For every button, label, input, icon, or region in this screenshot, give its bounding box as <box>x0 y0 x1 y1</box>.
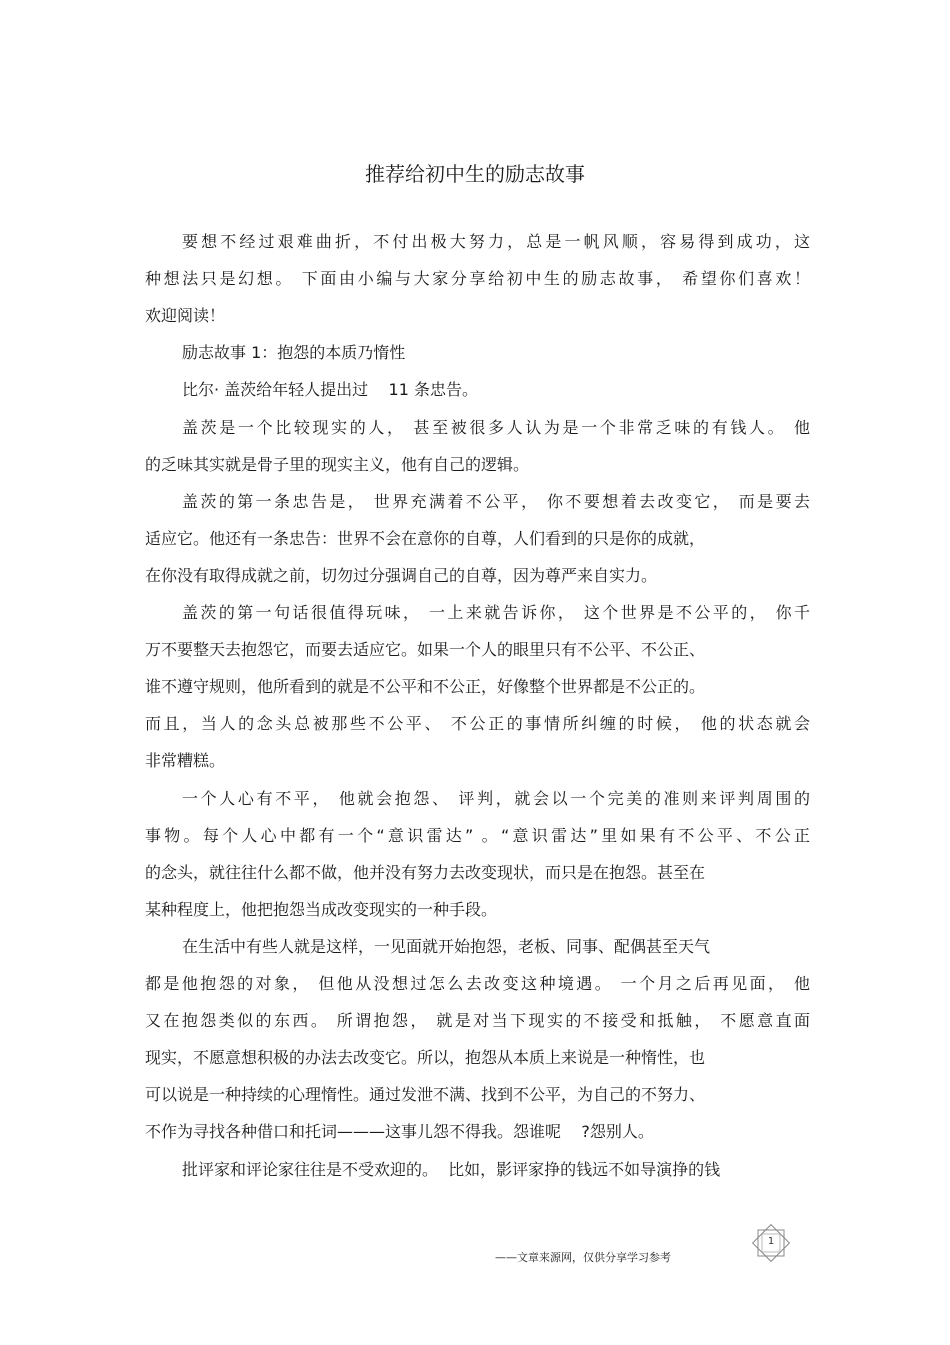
text-line: 欢迎阅读！ <box>145 306 226 325</box>
text-line: 万不要整天去抱怨它，而要去适应它。如果一个人的眼里只有不公平、不公正、 <box>145 640 706 659</box>
text-line: 在你没有取得成就之前，切勿过分强调自己的自尊，因为尊严来自实力。 <box>145 566 658 585</box>
text-line: 不作为寻找各种借口和托词———这事儿怨不得我。怨谁呢 ?怨别人。 <box>145 1122 654 1141</box>
text-line: 盖茨是一个比较现实的人， 甚至被很多人认为是一个非常乏味的有钱人。 他 <box>182 418 810 437</box>
source-note: ——文章来源网，仅供分享学习参考 <box>495 1251 671 1264</box>
text-line: 的乏味其实就是骨子里的现实主义，他有自己的逻辑。 <box>145 455 530 474</box>
text-line: 盖茨的第一句话很值得玩味， 一上来就告诉你， 这个世界是不公平的， 你千 <box>182 603 810 622</box>
text-line: 的念头，就往往什么都不做，他并没有努力去改变现状，而只是在抱怨。甚至在 <box>145 863 706 882</box>
text-line: 而且，当人的念头总被那些不公平、 不公正的事情所纠缠的时候， 他的状态就会 <box>145 714 810 733</box>
text-line: 在生活中有些人就是这样，一见面就开始抱怨，老板、同事、配偶甚至天气 <box>182 937 711 956</box>
text-line: 都是他抱怨的对象， 但他从没想过怎么去改变这种境遇。 一个月之后再见面， 他 <box>145 974 810 993</box>
text-line: 励志故事 1：抱怨的本质乃惰性 <box>182 343 406 362</box>
text-line: 种想法只是幻想。 下面由小编与大家分享给初中生的励志故事， 希望你们喜欢！ <box>145 269 810 288</box>
text-line: 一个人心有不平， 他就会抱怨、 评判，就会以一个完美的准则来评判周围的 <box>182 789 810 808</box>
text-line: 比尔· 盖茨给年轻人提出过 11 条忠告。 <box>182 380 478 399</box>
text-line: 现实，不愿意想积极的办法去改变它。所以，抱怨从本质上来说是一种惰性，也 <box>145 1048 706 1067</box>
text-line: 适应它。他还有一条忠告：世界不会在意你的自尊，人们看到的只是你的成就， <box>145 529 706 548</box>
text-line: 批评家和评论家往往是不受欢迎的。 比如，影评家挣的钱远不如导演挣的钱 <box>182 1160 721 1179</box>
page-number: 1 <box>767 1236 775 1247</box>
text-line: 盖茨的第一条忠告是， 世界充满着不公平， 你不要想着去改变它， 而是要去 <box>182 492 810 511</box>
text-line: 谁不遵守规则，他所看到的就是不公平和不公正，好像整个世界都是不公正的。 <box>145 677 706 696</box>
text-line: 事物。每个人心中都有一个“意识雷达” 。“意识雷达”里如果有不公平、不公正 <box>145 826 810 845</box>
text-line: 非常糟糕。 <box>145 751 226 770</box>
text-line: 可以说是一种持续的心理惰性。通过发泄不满、找到不公平，为自己的不努力、 <box>145 1085 706 1104</box>
text-line: 又在抱怨类似的东西。 所谓抱怨， 就是对当下现实的不接受和抵触， 不愿意直面 <box>145 1011 810 1030</box>
page-title: 推荐给初中生的励志故事 <box>365 162 585 186</box>
text-line: 某种程度上，他把抱怨当成改变现实的一种手段。 <box>145 900 498 919</box>
text-line: 要想不经过艰难曲折，不付出极大努力，总是一帆风顺，容易得到成功，这 <box>182 232 810 251</box>
